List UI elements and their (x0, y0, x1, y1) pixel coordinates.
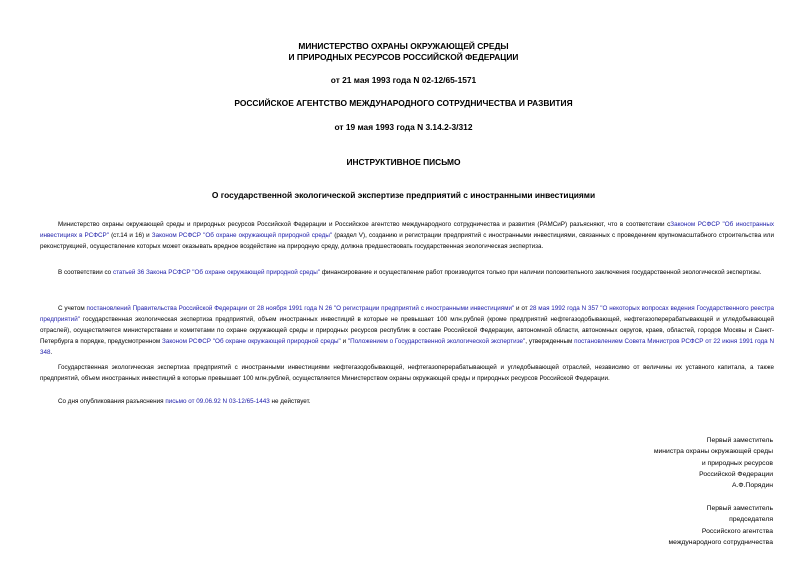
link-law-foreign-investments[interactable]: Законом РСФСР "Об иностранных инвестициях в РСФСР" (40, 221, 774, 239)
ministry-name-line2: И ПРИРОДНЫХ РЕСУРСОВ РОССИЙСКОЙ ФЕДЕРАЦИИ (288, 52, 519, 62)
p3-text-2: и от (514, 305, 530, 312)
p3-text-5: , утвержденным (525, 338, 575, 345)
ministry-name-line1: МИНИСТЕРСТВО ОХРАНЫ ОКРУЖАЮЩЕЙ СРЕДЫ (298, 41, 509, 51)
paragraph-2 (40, 267, 774, 278)
link-resolution-1991-348[interactable]: постановлением Совета Министров РСФСР от 22 июня 1991 года N 348 (40, 338, 775, 356)
signature1-line4: Российской Федерации (699, 470, 773, 478)
p4-text-1: Государственная экологическая экспертиза предприятий с иностранными инвестициями нефтегазодобывающей, нефтегазоперерабатывающей и угледобывающей отраслей, независимо от величины их уставного капитала, а также предприятий, объем иностранных инвестиций в которые превышает 100 млн.рублей, осуществляется Министерством охраны окружающей среды и природных ресурсов Российской Федерации. (40, 364, 774, 382)
agency-name: РОССИЙСКОЕ АГЕНТСТВО МЕЖДУНАРОДНОГО СОТРУДНИЧЕСТВА И РАЗВИТИЯ (234, 98, 573, 108)
p5-text-2: не действует. (269, 398, 311, 405)
p2-text-1: В соответствии со (58, 269, 113, 276)
ministry-document-date: от 21 мая 1993 года N 02-12/65-1571 (330, 75, 477, 85)
link-letter-1992[interactable]: письмо от 09.06.92 N 03-12/65-1443 (165, 398, 270, 405)
document-subject: О государственной экологической экспертизе предприятий с иностранными инвестициями (211, 190, 596, 200)
p3-text-1: С учетом (58, 305, 87, 312)
signature2-line2: председателя (729, 516, 773, 524)
link-resolution-1992-357[interactable]: 28 мая 1992 года N 357 "О некоторых вопросах ведения Государственного реестра предприятий" (40, 305, 775, 323)
agency-document-date: от 19 мая 1993 года N 3.14.2-3/312 (334, 122, 473, 132)
link-law-environment-protection-2[interactable]: Законом РСФСР "Об охране окружающей природной среды" (162, 338, 341, 345)
p5-text-1: Со дня опубликования разъяснения (58, 398, 166, 405)
p3-text-3: государственная экологическая экспертиза предприятий, объем иностранных инвестиций в которые не превышает 100 млн.рублей (кроме предприятий нефтегазодобывающей, нефтегазоперерабатывающей и угледобывающей отраслей), осуществляется министерствами и комитетами по охране окружающей среды и природных ресурсов республик в составе Российской Федерации, автономной области, автономных округов, краев, областей, городов Москвы и Санкт-Петербурга в порядке, предусмотренном (40, 316, 774, 345)
link-article-36[interactable]: статьей 36 Закона РСФСР "Об охране окружающей природной среды" (112, 269, 320, 276)
signature2-line1: Первый заместитель (706, 505, 773, 512)
p1-text-1: Министерство охраны окружающей среды и природных ресурсов Российской Федерации и Российское агентство международного сотрудничества и развития (РАМСиР) разъясняют, что в соответствии с (58, 221, 671, 228)
signature-block-ministry (513, 435, 773, 491)
signature1-line3: и природных ресурсов (701, 459, 773, 467)
link-resolution-1991-26[interactable]: постановлений Правительства Российской Федерации от 28 ноября 1991 года N 26 "О регистрации предприятий с иностранными инвестициями" (86, 305, 515, 312)
signature1-line2: министра охраны окружающей среды (653, 448, 773, 456)
p1-text-2: (ст.14 и 16) и (108, 232, 152, 239)
p1-text-3: (раздел V), созданию и регистрации предприятий с иностранными инвестициями, связанных с проведением крупномасштабного строительства или реконструкцией, осуществление которых может оказывать вредное воздействие на природную среду, должна предшествовать государственная экологическая экспертиза. (40, 232, 774, 250)
paragraph-5 (40, 396, 774, 407)
link-law-environment-protection[interactable]: Законом РСФСР "Об охране окружающей природной среды" (151, 232, 333, 239)
link-regulation-ecological-expertise[interactable]: "Положением о Государственной экологической экспертизе" (347, 338, 526, 345)
signature2-line3: Российского агентства (701, 527, 773, 535)
document-type-title: ИНСТРУКТИВНОЕ ПИСЬМО (346, 157, 461, 167)
paragraph-3 (40, 303, 774, 358)
p3-text-6: . (50, 349, 53, 356)
signature-block-agency (513, 503, 773, 548)
p2-text-2: финансирование и осуществление работ производится только при наличии положительного заключения государственной экологической экспертизы. (319, 269, 762, 276)
paragraph-1 (40, 219, 774, 252)
paragraph-4 (40, 362, 774, 384)
signature1-line1: Первый заместитель (706, 437, 773, 444)
signature1-name: А.Ф.Порядин (731, 482, 773, 490)
signature2-line4: международного сотрудничества (668, 538, 773, 546)
p3-text-4: и (340, 338, 348, 345)
